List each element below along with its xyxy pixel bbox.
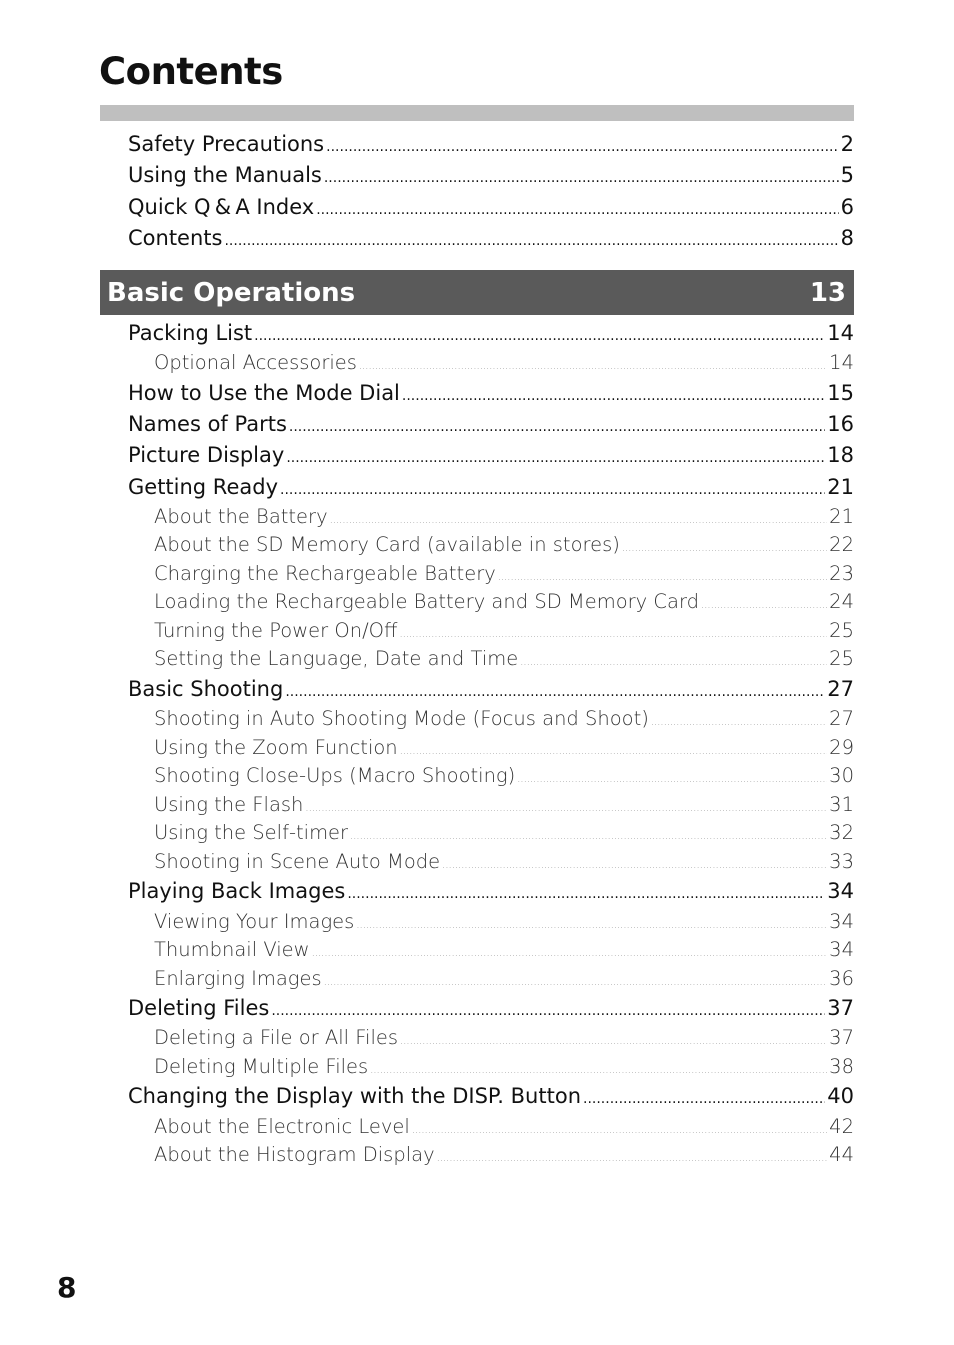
toc-entry-label: How to Use the Mode Dial bbox=[128, 380, 400, 405]
toc-entry-label: Charging the Rechargeable Battery bbox=[154, 561, 496, 585]
toc-subentry[interactable] bbox=[128, 848, 854, 877]
toc-entry-page: 16 bbox=[827, 412, 854, 437]
toc-entry-label: About the Electronic Level bbox=[154, 1114, 410, 1138]
toc-entry-page: 37 bbox=[829, 1026, 854, 1050]
toc-subentry[interactable] bbox=[128, 908, 854, 937]
dot-leader bbox=[280, 475, 825, 506]
dot-leader bbox=[271, 996, 825, 1027]
toc-entry-label: Using the Self-timer bbox=[154, 821, 349, 845]
toc-entry-page: 15 bbox=[827, 380, 854, 405]
toc-subentry[interactable] bbox=[128, 965, 854, 994]
toc-entry-label: Thumbnail View bbox=[154, 938, 310, 962]
toc-entry-page: 30 bbox=[829, 764, 854, 788]
toc-entry[interactable] bbox=[128, 1081, 854, 1112]
dot-leader bbox=[285, 677, 825, 708]
toc-entry-page: 32 bbox=[829, 821, 854, 845]
toc-entry-page: 24 bbox=[829, 590, 854, 614]
toc-subentry[interactable] bbox=[128, 936, 854, 965]
toc-entry-label: Basic Shooting bbox=[128, 676, 284, 701]
toc-entry-label: Viewing Your Images bbox=[154, 909, 355, 933]
toc-subentry[interactable] bbox=[128, 503, 854, 532]
toc-entry-label: Quick Q & A Index bbox=[128, 194, 315, 219]
toc-entry[interactable] bbox=[128, 378, 854, 409]
toc-subentry[interactable] bbox=[128, 645, 854, 674]
toc-entry-page: 18 bbox=[827, 443, 854, 468]
toc-entry[interactable] bbox=[128, 223, 854, 254]
toc-entry-page: 34 bbox=[829, 938, 854, 962]
dot-leader bbox=[316, 195, 838, 226]
toc-entry-page: 37 bbox=[827, 996, 854, 1021]
toc-entry-page: 21 bbox=[829, 504, 854, 528]
toc-entry-label: Shooting Close-Ups (Macro Shooting) bbox=[154, 764, 516, 788]
dot-leader bbox=[520, 649, 827, 678]
toc-entry-label: Getting Ready bbox=[128, 474, 279, 499]
toc-subentry[interactable] bbox=[128, 705, 854, 734]
toc-entry[interactable] bbox=[128, 440, 854, 471]
toc-entry-page: 8 bbox=[840, 225, 854, 250]
toc-entry[interactable] bbox=[128, 993, 854, 1024]
toc-entry-page: 14 bbox=[829, 351, 854, 375]
section-page: 13 bbox=[809, 277, 846, 308]
toc-entry[interactable] bbox=[128, 472, 854, 503]
dot-leader bbox=[402, 381, 825, 412]
toc-entry-page: 33 bbox=[829, 849, 854, 873]
toc-entry-page: 40 bbox=[827, 1084, 854, 1109]
toc-subentry[interactable] bbox=[128, 617, 854, 646]
toc-entry-label: Playing Back Images bbox=[128, 879, 346, 904]
toc-entry-page: 34 bbox=[827, 879, 854, 904]
toc-entry-page: 34 bbox=[829, 909, 854, 933]
toc-subentry[interactable] bbox=[128, 531, 854, 560]
dot-leader bbox=[356, 912, 827, 941]
toc-entry-label: Picture Display bbox=[128, 443, 285, 468]
toc-entry-label: Contents bbox=[128, 225, 223, 250]
toc-subentry[interactable] bbox=[128, 588, 854, 617]
page-title: Contents bbox=[99, 50, 283, 93]
toc-entry-label: Shooting in Scene Auto Mode bbox=[154, 849, 441, 873]
toc-entry-label: Setting the Language, Date and Time bbox=[154, 647, 519, 671]
dot-leader bbox=[412, 1117, 827, 1146]
toc-entry-label: Using the Manuals bbox=[128, 163, 322, 188]
toc-entry-page: 23 bbox=[829, 561, 854, 585]
toc-entry-page: 2 bbox=[840, 132, 854, 156]
toc-entry-label: Deleting Multiple Files bbox=[154, 1054, 369, 1078]
toc-entry-label: Names of Parts bbox=[128, 412, 287, 437]
toc-entry[interactable] bbox=[128, 409, 854, 440]
toc-entry[interactable] bbox=[128, 674, 854, 705]
toc-entry-page: 44 bbox=[829, 1143, 854, 1167]
toc-entry-page: 5 bbox=[840, 163, 854, 188]
toc-entry[interactable] bbox=[128, 876, 854, 907]
toc-entry-label: Loading the Rechargeable Battery and SD Memory Card bbox=[154, 590, 700, 614]
toc-entry-page: 42 bbox=[829, 1114, 854, 1138]
toc-subentry[interactable] bbox=[128, 819, 854, 848]
toc-entry-page: 25 bbox=[829, 647, 854, 671]
section-title: Basic Operations bbox=[107, 277, 356, 308]
dot-leader bbox=[224, 226, 838, 257]
dot-leader bbox=[517, 766, 827, 795]
dot-leader bbox=[254, 321, 825, 352]
dot-leader bbox=[286, 443, 825, 474]
toc-subentry[interactable] bbox=[128, 560, 854, 589]
front-matter-list bbox=[128, 129, 854, 254]
toc-entry-page: 29 bbox=[829, 735, 854, 759]
toc-entry-label: Deleting Files bbox=[128, 996, 270, 1021]
dot-leader bbox=[324, 969, 828, 998]
toc-subentry[interactable] bbox=[128, 762, 854, 791]
toc-entry-page: 27 bbox=[829, 707, 854, 731]
toc-entry-label: Safety Precautions bbox=[128, 132, 325, 156]
toc-entry-label: About the Histogram Display bbox=[154, 1143, 435, 1167]
section-header-basic-operations[interactable] bbox=[100, 270, 854, 315]
dot-leader bbox=[347, 879, 825, 910]
toc-entry-page: 36 bbox=[829, 966, 854, 990]
toc-entry[interactable] bbox=[128, 318, 854, 349]
toc-entry-label: Turning the Power On/Off bbox=[154, 618, 398, 642]
toc-entry-page: 6 bbox=[840, 194, 854, 219]
toc-entry-label: Shooting in Auto Shooting Mode (Focus and Shoot) bbox=[154, 707, 649, 731]
title-rule bbox=[100, 105, 854, 121]
dot-leader bbox=[289, 412, 825, 443]
dot-leader bbox=[442, 852, 827, 881]
toc-subentry[interactable] bbox=[128, 349, 854, 378]
toc-subentry[interactable] bbox=[128, 1113, 854, 1142]
toc-entry-page: 27 bbox=[827, 676, 854, 701]
dot-leader bbox=[583, 1084, 825, 1115]
dot-leader bbox=[326, 132, 838, 163]
toc-entry[interactable] bbox=[128, 129, 854, 160]
basic-operations-list bbox=[128, 318, 854, 1170]
toc-subentry[interactable] bbox=[128, 1024, 854, 1053]
toc-entry-label: Optional Accessories bbox=[154, 351, 357, 375]
dot-leader bbox=[312, 940, 828, 969]
toc-entry-page: 25 bbox=[829, 618, 854, 642]
toc-entry-label: Deleting a File or All Files bbox=[154, 1026, 399, 1050]
toc-subentry[interactable] bbox=[128, 1141, 854, 1170]
toc-entry-page: 38 bbox=[829, 1054, 854, 1078]
toc-entry-page: 21 bbox=[827, 474, 854, 499]
toc-entry-label: Packing List bbox=[128, 321, 253, 345]
toc-entry-label: Enlarging Images bbox=[154, 966, 322, 990]
toc-entry[interactable] bbox=[128, 160, 854, 191]
dot-leader bbox=[701, 592, 827, 621]
toc-entry-label: About the SD Memory Card (available in stores) bbox=[154, 533, 620, 557]
toc-entry-page: 14 bbox=[827, 321, 854, 345]
dot-leader bbox=[359, 353, 827, 382]
toc-entry-label: Changing the Display with the DISP. Button bbox=[128, 1084, 581, 1109]
dot-leader bbox=[324, 163, 839, 194]
toc-entry-page: 31 bbox=[829, 792, 854, 816]
toc-subentry[interactable] bbox=[128, 1053, 854, 1082]
toc-entry-page: 22 bbox=[829, 533, 854, 557]
toc-entry[interactable] bbox=[128, 192, 854, 223]
toc-subentry[interactable] bbox=[128, 791, 854, 820]
dot-leader bbox=[622, 535, 827, 564]
page-number: 8 bbox=[57, 1271, 77, 1304]
dot-leader bbox=[651, 709, 827, 738]
toc-entry-label: About the Battery bbox=[154, 504, 328, 528]
dot-leader bbox=[305, 795, 827, 824]
toc-subentry[interactable] bbox=[128, 734, 854, 763]
dot-leader bbox=[437, 1145, 828, 1174]
toc-entry-label: Using the Zoom Function bbox=[154, 735, 398, 759]
toc-entry-label: Using the Flash bbox=[154, 792, 304, 816]
dot-leader bbox=[400, 1028, 827, 1057]
